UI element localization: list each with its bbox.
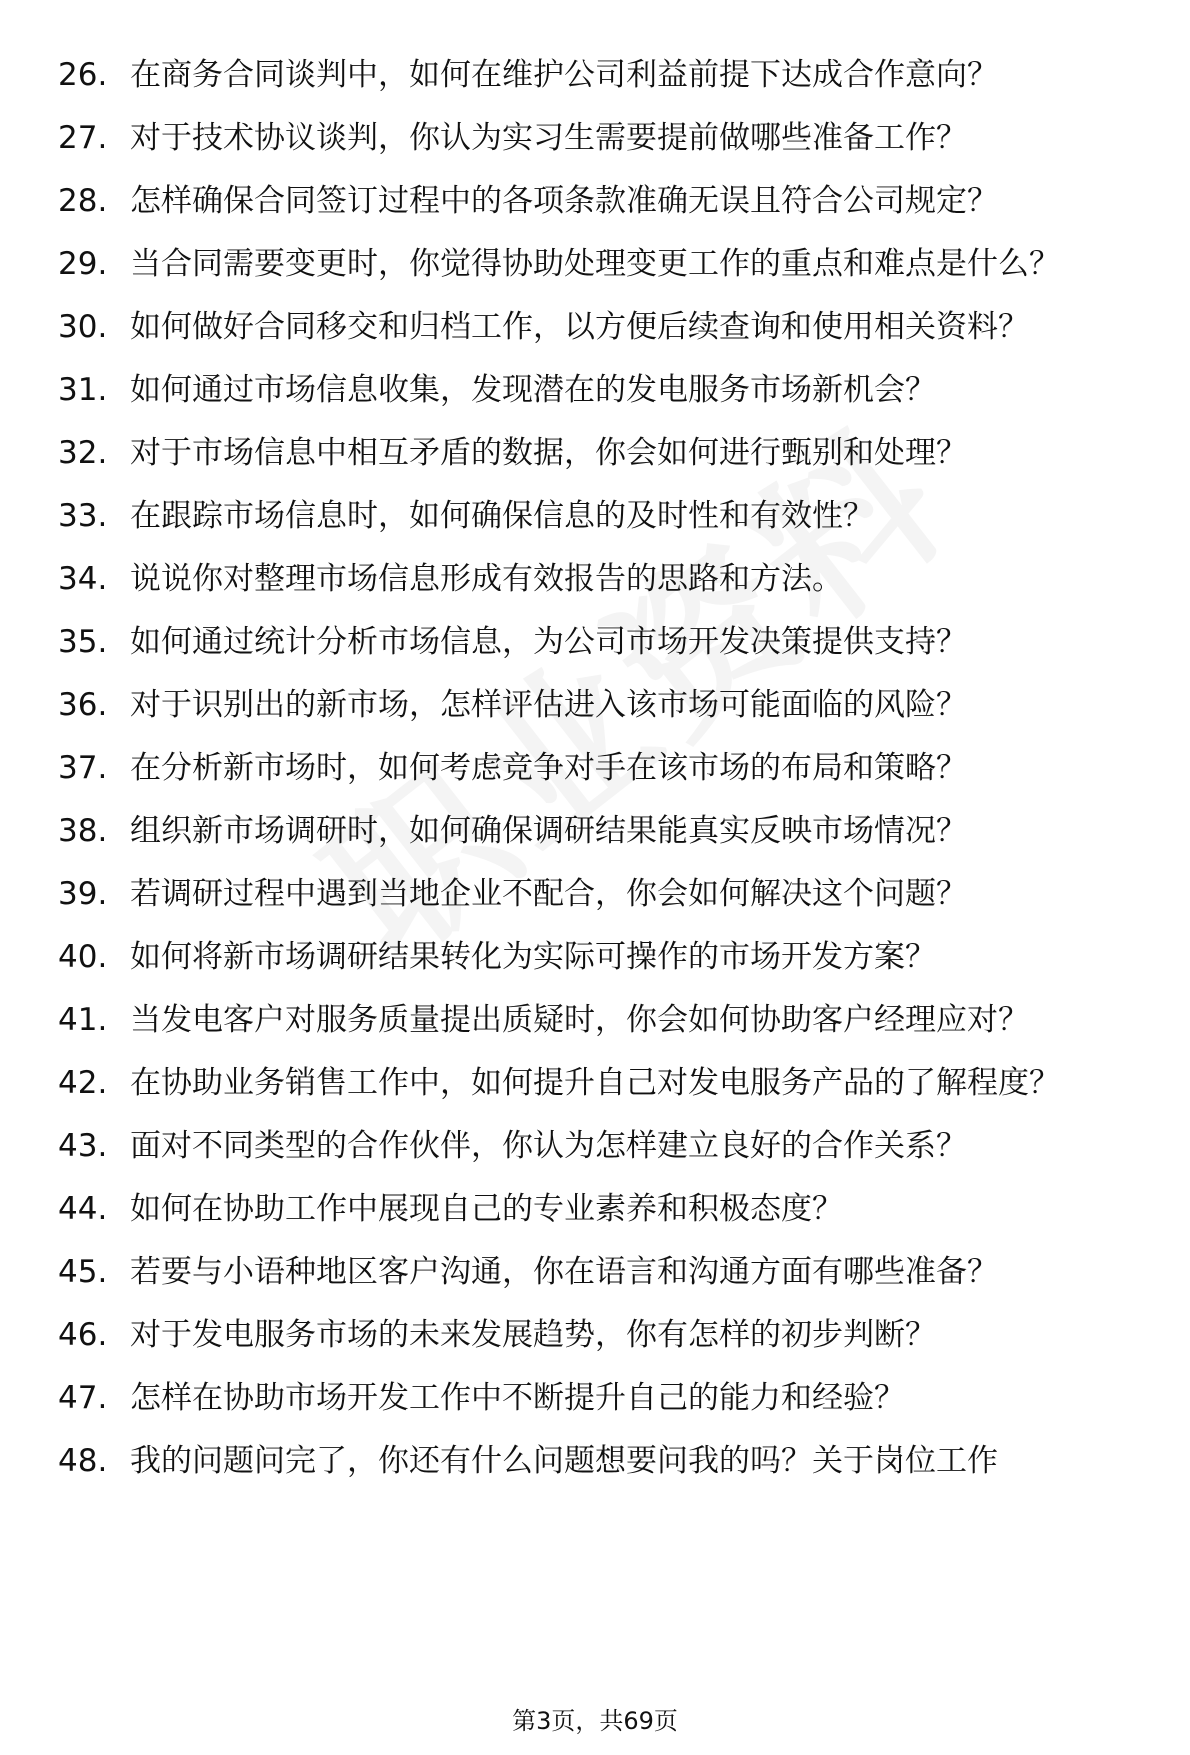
question-item <box>0 999 1190 1042</box>
question-number: 27. <box>58 120 108 156</box>
question-text: 对于技术协议谈判，你认为实习生需要提前做哪些准备工作？ <box>130 120 967 156</box>
question-number: 29. <box>58 246 108 282</box>
question-text: 若调研过程中遇到当地企业不配合，你会如何解决这个问题？ <box>130 876 967 912</box>
question-number: 48. <box>58 1443 108 1479</box>
question-item <box>0 495 1190 538</box>
question-text: 在商务合同谈判中，如何在维护公司利益前提下达成合作意向？ <box>130 57 998 93</box>
question-number: 40. <box>58 939 108 975</box>
question-item <box>0 180 1190 223</box>
question-item <box>0 1377 1190 1420</box>
question-item <box>0 684 1190 727</box>
question-list <box>0 54 1190 1503</box>
question-item <box>0 432 1190 475</box>
question-item <box>0 1125 1190 1168</box>
question-item <box>0 747 1190 790</box>
question-text: 如何做好合同移交和归档工作，以方便后续查询和使用相关资料？ <box>130 309 1029 345</box>
question-item <box>0 558 1190 601</box>
question-item <box>0 1251 1190 1294</box>
question-number: 45. <box>58 1254 108 1290</box>
question-number: 35. <box>58 624 108 660</box>
question-text: 组织新市场调研时，如何确保调研结果能真实反映市场情况？ <box>130 813 967 849</box>
question-item <box>0 54 1190 97</box>
question-text: 当发电客户对服务质量提出质疑时，你会如何协助客户经理应对？ <box>130 1002 1029 1038</box>
question-number: 32. <box>58 435 108 471</box>
question-item <box>0 369 1190 412</box>
page-number-footer: 第3页，共69页 <box>512 1707 678 1735</box>
question-number: 44. <box>58 1191 108 1227</box>
question-number: 46. <box>58 1317 108 1353</box>
question-number: 34. <box>58 561 108 597</box>
question-text: 在跟踪市场信息时，如何确保信息的及时性和有效性？ <box>130 498 874 534</box>
question-text: 在协助业务销售工作中，如何提升自己对发电服务产品的了解程度？ <box>130 1065 1060 1101</box>
question-text: 怎样在协助市场开发工作中不断提升自己的能力和经验？ <box>130 1380 905 1416</box>
question-number: 31. <box>58 372 108 408</box>
question-text: 说说你对整理市场信息形成有效报告的思路和方法。 <box>130 561 843 597</box>
question-text: 如何通过市场信息收集，发现潜在的发电服务市场新机会？ <box>130 372 936 408</box>
question-number: 47. <box>58 1380 108 1416</box>
question-text: 在分析新市场时，如何考虑竞争对手在该市场的布局和策略？ <box>130 750 967 786</box>
question-text: 如何将新市场调研结果转化为实际可操作的市场开发方案？ <box>130 939 936 975</box>
question-text: 面对不同类型的合作伙伴，你认为怎样建立良好的合作关系？ <box>130 1128 967 1164</box>
question-number: 33. <box>58 498 108 534</box>
question-text: 当合同需要变更时，你觉得协助处理变更工作的重点和难点是什么？ <box>130 246 1060 282</box>
question-item <box>0 306 1190 349</box>
question-number: 37. <box>58 750 108 786</box>
question-number: 26. <box>58 57 108 93</box>
question-text: 对于识别出的新市场，怎样评估进入该市场可能面临的风险？ <box>130 687 967 723</box>
question-item <box>0 1314 1190 1357</box>
question-item <box>0 621 1190 664</box>
question-text: 对于市场信息中相互矛盾的数据，你会如何进行甄别和处理？ <box>130 435 967 471</box>
question-number: 36. <box>58 687 108 723</box>
question-text: 如何在协助工作中展现自己的专业素养和积极态度？ <box>130 1191 843 1227</box>
question-number: 42. <box>58 1065 108 1101</box>
question-text: 怎样确保合同签订过程中的各项条款准确无误且符合公司规定？ <box>130 183 998 219</box>
question-item <box>0 243 1190 286</box>
question-item <box>0 1188 1190 1231</box>
question-number: 41. <box>58 1002 108 1038</box>
question-text: 若要与小语种地区客户沟通，你在语言和沟通方面有哪些准备？ <box>130 1254 998 1290</box>
question-number: 30. <box>58 309 108 345</box>
question-number: 28. <box>58 183 108 219</box>
question-item <box>0 1440 1190 1483</box>
question-item <box>0 117 1190 160</box>
question-text: 对于发电服务市场的未来发展趋势，你有怎样的初步判断？ <box>130 1317 936 1353</box>
question-item <box>0 1062 1190 1105</box>
question-text: 我的问题问完了，你还有什么问题想要问我的吗？关于岗位工作 <box>130 1443 998 1479</box>
question-item <box>0 873 1190 916</box>
question-number: 39. <box>58 876 108 912</box>
question-number: 43. <box>58 1128 108 1164</box>
question-item <box>0 936 1190 979</box>
question-item <box>0 810 1190 853</box>
question-text: 如何通过统计分析市场信息，为公司市场开发决策提供支持？ <box>130 624 967 660</box>
question-number: 38. <box>58 813 108 849</box>
